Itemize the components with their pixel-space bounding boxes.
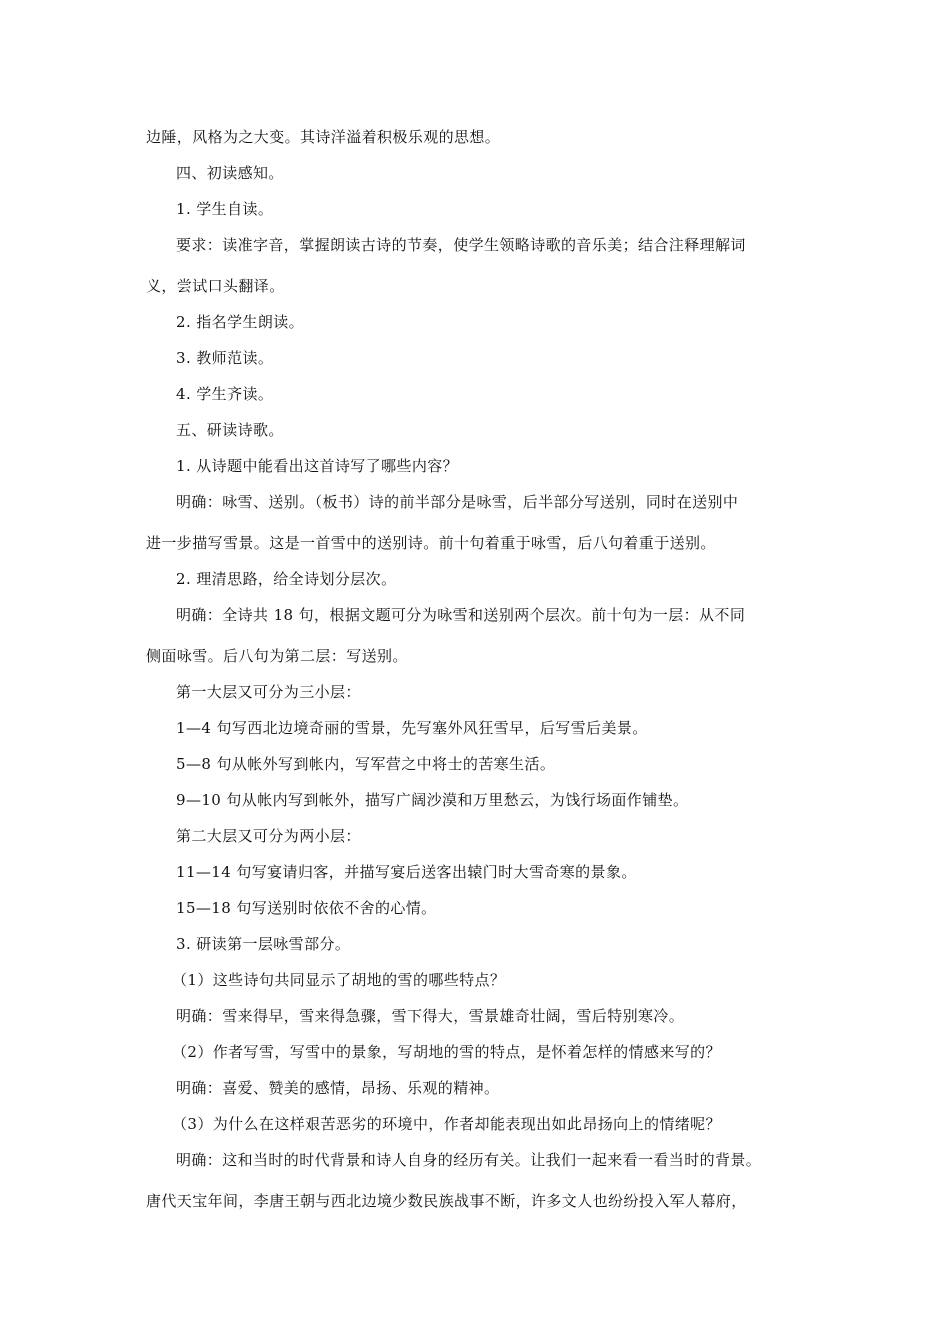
text-line: 1. 学生自读。 [176,200,274,218]
text-line: 明确：这和当时的时代背景和诗人自身的经历有关。让我们一起来看一看当时的背景。 [176,1151,762,1169]
section-heading: 五、研读诗歌。 [176,421,284,439]
text-line: 2. 指名学生朗读。 [176,313,305,331]
text-line: 唐代天宝年间，李唐王朝与西北边境少数民族战事不断，许多文人也纷纷投入军人幕府， [146,1192,747,1210]
text-line: 侧面咏雪。后八句为第二层：写送别。 [146,647,408,665]
text-line: 进一步描写雪景。这是一首雪中的送别诗。前十句着重于咏雪，后八句着重于送别。 [146,534,716,552]
text-line: 明确：咏雪、送别。（板书）诗的前半部分是咏雪，后半部分写送别，同时在送别中 [176,493,739,511]
text-line: 2. 理清思路，给全诗划分层次。 [176,570,397,588]
text-line: 9—10 句从帐内写到帐外，描写广阔沙漠和万里愁云，为饯行场面作铺垫。 [176,791,689,809]
text-line: （1）这些诗句共同显示了胡地的雪的哪些特点？ [172,971,506,989]
text-line: 义，尝试口头翻译。 [146,277,285,295]
text-line: 明确：喜爱、赞美的感情，昂扬、乐观的精神。 [176,1079,500,1097]
text-line: 1. 从诗题中能看出这首诗写了哪些内容？ [176,457,459,475]
text-line: 4. 学生齐读。 [176,385,274,403]
text-line: 5—8 句从帐外写到帐内，写军营之中将士的苦寒生活。 [176,755,556,773]
text-line: 3. 研读第一层咏雪部分。 [176,935,351,953]
text-line: 第二大层又可分为两小层： [176,827,361,845]
text-line: 明确：雪来得早，雪来得急骤，雪下得大，雪景雄奇壮阔，雪后特别寒冷。 [176,1007,685,1025]
text-line: （2）作者写雪，写雪中的景象，写胡地的雪的特点，是怀着怎样的情感来写的？ [172,1043,721,1061]
text-line: 3. 教师范读。 [176,349,274,367]
text-line: （3）为什么在这样艰苦恶劣的环境中，作者却能表现出如此昂扬向上的情绪呢？ [172,1115,721,1133]
text-line: 明确：全诗共 18 句，根据文题可分为咏雪和送别两个层次。前十句为一层：从不同 [176,606,746,624]
text-line: 15—18 句写送别时依依不舍的心情。 [176,899,437,917]
text-line: 边陲，风格为之大变。其诗洋溢着积极乐观的思想。 [146,128,501,146]
text-line: 11—14 句写宴请归客，并描写宴后送客出辕门时大雪奇寒的景象。 [176,863,637,881]
text-line: 1—4 句写西北边境奇丽的雪景，先写塞外风狂雪早，后写雪后美景。 [176,719,648,737]
section-heading: 四、初读感知。 [176,164,284,182]
text-line: 要求：读准字音，掌握朗读古诗的节奏，使学生领略诗歌的音乐美；结合注释理解词 [176,236,746,254]
text-line: 第一大层又可分为三小层： [176,683,361,701]
